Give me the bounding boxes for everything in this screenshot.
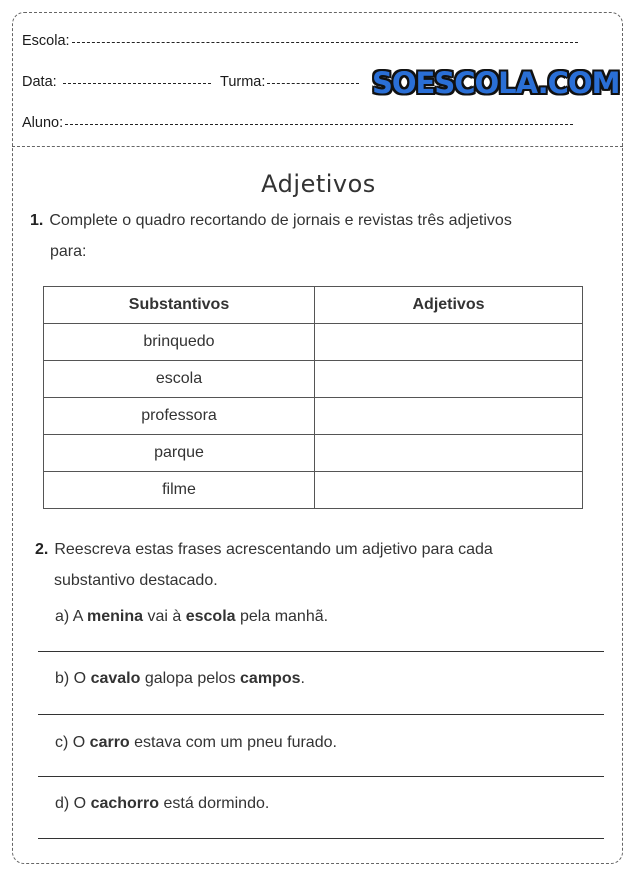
substantivo-cell: parque xyxy=(44,435,315,472)
sentence-b-bold-1: cavalo xyxy=(90,670,141,687)
sentence-a xyxy=(55,608,328,626)
answer-line-b[interactable] xyxy=(38,714,604,715)
header-divider xyxy=(12,146,623,147)
aluno-label: Aluno: xyxy=(22,115,64,131)
adjetivo-answer-cell[interactable] xyxy=(315,324,583,361)
aluno-field[interactable] xyxy=(22,115,573,131)
sentence-d-prefix: d) O xyxy=(55,795,91,812)
adjetivo-answer-cell[interactable] xyxy=(315,472,583,509)
sentence-a-prefix: a) A xyxy=(55,608,88,625)
question-2-text-line1: Reescreva estas frases acrescentando um adjetivo para cada xyxy=(54,541,493,558)
turma-field[interactable] xyxy=(220,74,359,90)
answer-line-d[interactable] xyxy=(38,838,604,839)
question-2-text-line2: substantivo destacado. xyxy=(54,572,218,589)
header-substantivos: Substantivos xyxy=(44,287,315,324)
question-1 xyxy=(30,205,610,267)
adjetivo-answer-cell[interactable] xyxy=(315,361,583,398)
turma-label: Turma: xyxy=(220,74,266,90)
adjetivo-answer-cell[interactable] xyxy=(315,435,583,472)
sentence-d-mid: está dormindo. xyxy=(159,795,270,812)
data-field[interactable] xyxy=(22,74,211,90)
sentence-a-bold-2: escola xyxy=(185,608,236,625)
data-blank[interactable] xyxy=(63,82,211,84)
page-title: Adjetivos xyxy=(261,170,376,198)
table-row xyxy=(44,361,583,398)
escola-blank[interactable] xyxy=(72,41,578,43)
table-header-row xyxy=(44,287,583,324)
table-row xyxy=(44,472,583,509)
answer-line-a[interactable] xyxy=(38,651,604,652)
sentence-c xyxy=(55,734,337,752)
escola-label: Escola: xyxy=(22,33,70,49)
question-1-number: 1. xyxy=(30,212,44,229)
answer-line-c[interactable] xyxy=(38,776,604,777)
question-1-text-line1: Complete o quadro recortando de jornais e revistas três adjetivos xyxy=(49,212,512,229)
sentence-a-bold-1: menina xyxy=(87,608,144,625)
turma-blank[interactable] xyxy=(267,82,359,84)
substantivo-cell: escola xyxy=(44,361,315,398)
escola-field[interactable] xyxy=(22,33,578,49)
sentence-a-mid: vai à xyxy=(143,608,186,625)
substantivo-cell: brinquedo xyxy=(44,324,315,361)
sentence-b-prefix: b) O xyxy=(55,670,91,687)
sentence-d-bold-1: cachorro xyxy=(90,795,160,812)
question-2-number: 2. xyxy=(35,541,49,558)
sentence-c-mid: estava com um pneu furado. xyxy=(129,734,337,751)
sentence-c-bold-1: carro xyxy=(89,734,130,751)
sentence-b xyxy=(55,670,305,688)
sentence-b-mid: galopa pelos xyxy=(140,670,241,687)
table-row xyxy=(44,435,583,472)
question-2 xyxy=(35,534,615,596)
substantivo-cell: professora xyxy=(44,398,315,435)
sentence-b-suffix: . xyxy=(300,670,305,687)
sentence-c-prefix: c) O xyxy=(55,734,90,751)
aluno-blank[interactable] xyxy=(65,123,573,125)
soescola-logo: SOESCOLA.COM xyxy=(372,66,620,100)
header-adjetivos: Adjetivos xyxy=(315,287,583,324)
substantivos-adjetivos-table xyxy=(43,286,583,509)
substantivo-cell: filme xyxy=(44,472,315,509)
adjetivo-answer-cell[interactable] xyxy=(315,398,583,435)
sentence-d xyxy=(55,795,269,813)
sentence-b-bold-2: campos xyxy=(240,670,301,687)
table-row xyxy=(44,398,583,435)
question-1-text-line2: para: xyxy=(50,243,87,260)
table-row xyxy=(44,324,583,361)
data-label: Data: xyxy=(22,74,57,90)
sentence-a-suffix: pela manhã. xyxy=(235,608,329,625)
